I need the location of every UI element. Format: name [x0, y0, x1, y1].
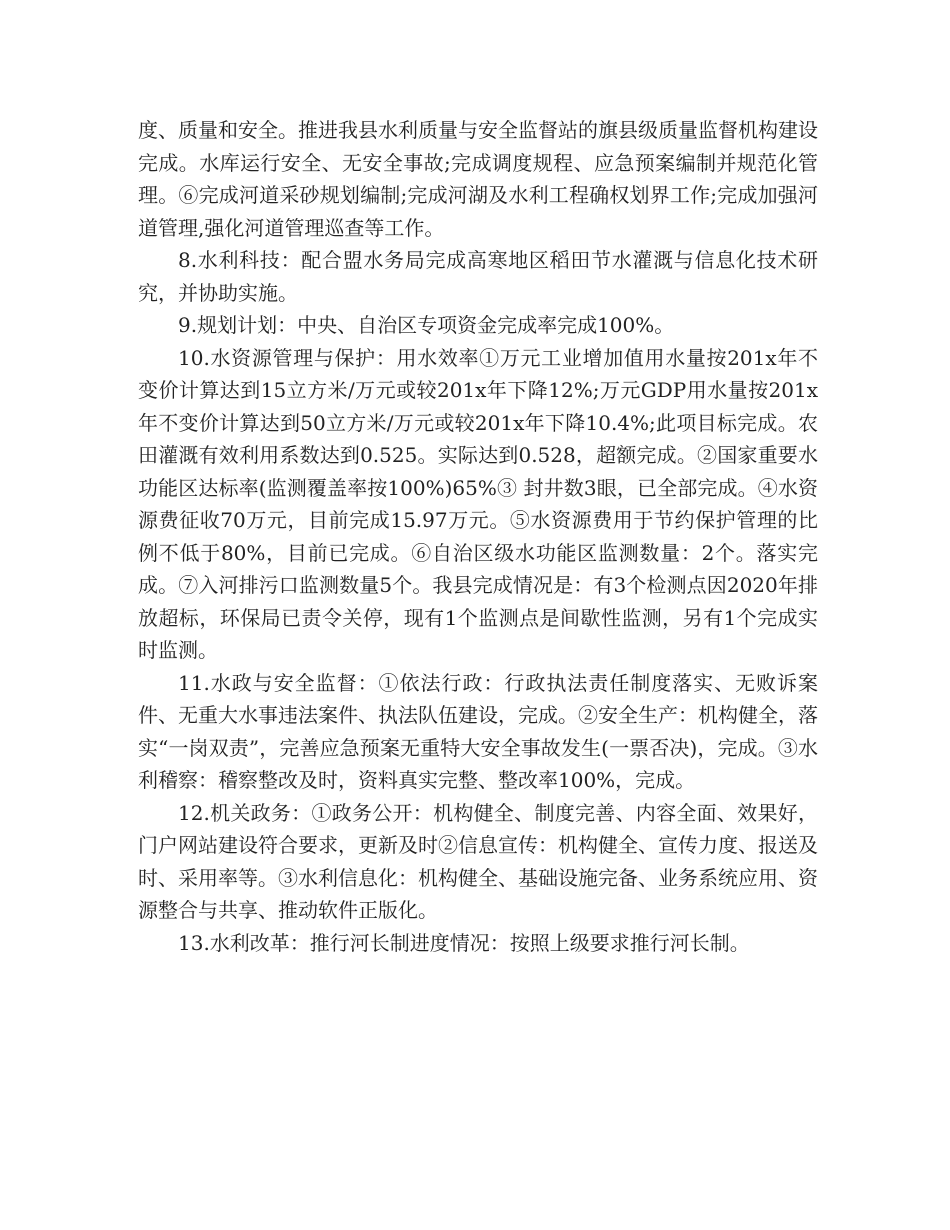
paragraph-8-water-science: 8.水利科技：配合盟水务局完成高寒地区稻田节水灌溉与信息化技术研究，并协助实施。 — [138, 248, 818, 305]
paragraph-9-planning: 9.规划计划：中央、自治区专项资金完成率完成100%。 — [178, 313, 675, 337]
paragraph-11-supervision: 11.水政与安全监督：①依法行政：行政执法责任制度落实、无败诉案件、无重大水事违法案件、执法队伍建设，完成。②安全生产：机构健全，落实“一岗双责”，完善应急预案无重特大安全事故发生(一票否决)，完成。③水利稽察：稽察整改及时，资料真实完整、整改率100%，完成。 — [138, 670, 818, 792]
paragraph-continued: 度、质量和安全。推进我县水利质量与安全监督站的旗县级质量监督机构建设完成。水库运行安全、无安全事故;完成调度规程、应急预案编制并规范化管理。⑥完成河道采砂规划编制;完成河湖及水利工程确权划界工作;完成加强河道管理,强化河道管理巡查等工作。 — [138, 118, 818, 240]
paragraph-10-water-resources: 10.水资源管理与保护：用水效率①万元工业增加值用水量按201x年不变价计算达到15立方米/万元或较201x年下降12%;万元GDP用水量按201x年不变价计算达到50立方米/万元或较201x年下降10.4%;此项目标完成。农田灌溉有效利用系数达到0.525。实际达到0.528，超额完成。②国家重要水功能区达标率(监测覆盖率按100%)65%③ 封井数3眼，已全部完成。④水资源费征收70万元，目前完成15.97万元。⑤水资源费用于节约保护管理的比例不低于80%，目前已完成。⑥自治区级水功能区监测数量：2个。落实完成。⑦入河排污口监测数量5个。我县完成情况是：有3个检测点因2020年排放超标，环保局已责令关停，现有1个监测点是间歇性监测，另有1个完成实时监测。 — [138, 345, 818, 662]
paragraph-12-government-affairs: 12.机关政务：①政务公开：机构健全、制度完善、内容全面、效果好，门户网站建设符合要求，更新及时②信息宣传：机构健全、宣传力度、报送及时、采用率等。③水利信息化：机构健全、基础设施完备、业务系统应用、资源整合与共享、推动软件正版化。 — [138, 800, 818, 922]
document-body — [138, 114, 818, 959]
paragraph-13-reform: 13.水利改革：推行河长制进度情况：按照上级要求推行河长制。 — [178, 930, 750, 955]
